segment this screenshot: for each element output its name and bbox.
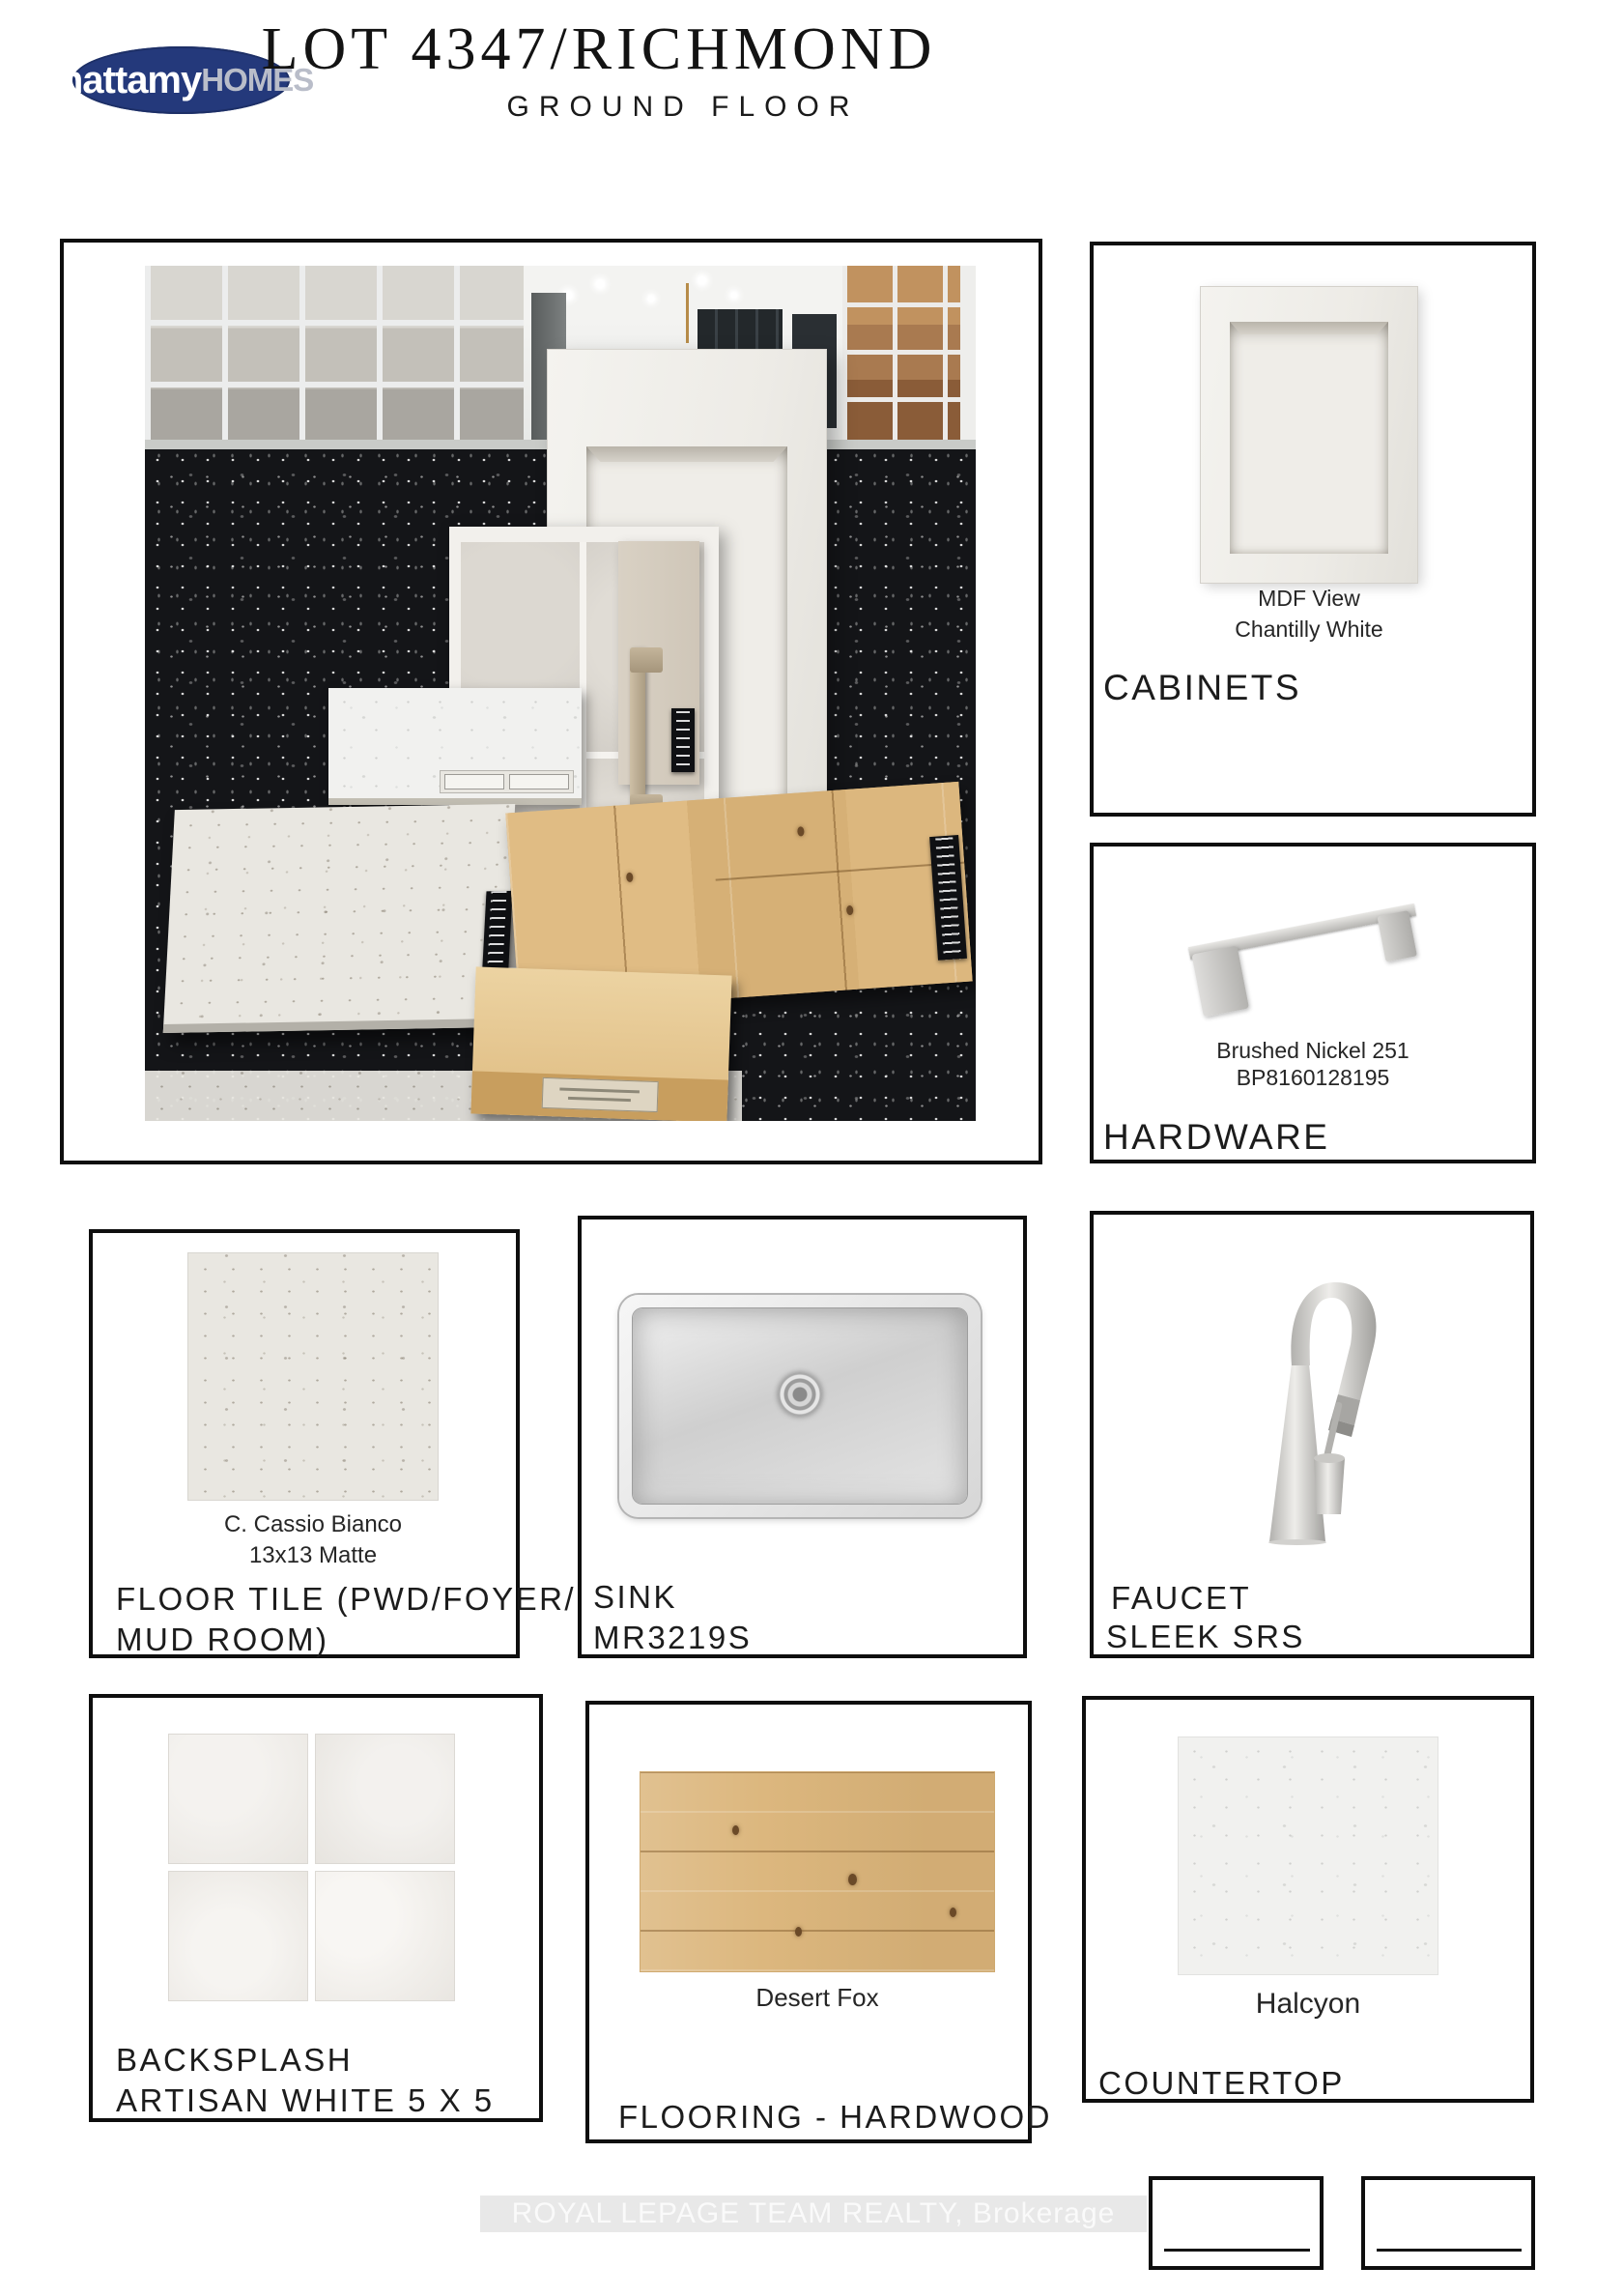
signature-box-2[interactable] — [1361, 2176, 1535, 2270]
pull-foot-right — [1377, 910, 1417, 961]
sink-label-line1: SINK — [593, 1579, 678, 1615]
cabinet-door-image-bevel — [1230, 322, 1388, 334]
cabinet-door-image — [1201, 287, 1417, 583]
signature-box-1[interactable] — [1149, 2176, 1324, 2270]
flooring-image — [641, 1772, 994, 1971]
faucet-label-line2: SLEEK SRS — [1106, 1619, 1305, 1654]
wood-knot — [732, 1825, 739, 1835]
brokerage-watermark: ROYAL LEPAGE TEAM REALTY, Brokerage — [480, 2196, 1147, 2232]
floor-tile-image — [188, 1253, 438, 1500]
hardware-label: HARDWARE — [1103, 1117, 1330, 1157]
hardwood-spec-tags — [929, 835, 967, 961]
signature-line[interactable] — [1164, 2249, 1310, 2252]
floor-tile-panel — [89, 1229, 577, 1658]
cabinets-label: CABINETS — [1103, 668, 1302, 707]
mirror-pendant-light — [686, 283, 689, 343]
floor-tile-label-line2: MUD ROOM) — [116, 1622, 329, 1657]
wood-knot — [846, 905, 854, 915]
wood-display-rack — [842, 266, 976, 449]
backsplash-tile — [169, 1872, 307, 2000]
logo-text-light: HOMES — [201, 62, 314, 98]
handle-sample-foot-top — [630, 647, 663, 673]
hardware-caption-line1: Brushed Nickel 251 — [1216, 1038, 1409, 1063]
flooring-caption: Desert Fox — [755, 1983, 879, 2012]
stain-block-label — [541, 1077, 658, 1112]
wood-knot — [950, 1908, 956, 1917]
floor-tile-label-line1: FLOOR TILE (PWD/FOYER/ — [116, 1581, 577, 1617]
quartz-slab-label-strip — [440, 770, 574, 793]
faucet-panel — [1090, 1211, 1534, 1658]
hardware-panel — [1090, 843, 1536, 1163]
backsplash-tile — [316, 1735, 454, 1863]
backsplash-tile — [316, 1872, 454, 2000]
cabinet-door-image-recess — [1230, 322, 1388, 554]
wood-knot — [795, 1927, 802, 1937]
countertop-caption: Halcyon — [1255, 1988, 1361, 2020]
backsplash-label-line1: BACKSPLASH — [116, 2042, 354, 2078]
countertop-panel — [1082, 1696, 1534, 2103]
wood-rack-side-panel — [960, 266, 976, 449]
header — [0, 0, 1623, 174]
floor-tile-caption-line2: 13x13 Matte — [248, 1542, 378, 1568]
flooring-label: FLOORING - HARDWOOD — [618, 2099, 1052, 2135]
floor-tile-sample-large — [163, 804, 515, 1033]
sink-drain-icon — [778, 1372, 822, 1417]
sink-image — [619, 1295, 981, 1517]
signature-line[interactable] — [1377, 2249, 1522, 2252]
wood-knot — [848, 1874, 857, 1885]
quartz-slab-label-box — [509, 774, 569, 789]
selections-photo-panel — [60, 239, 1042, 1164]
quartz-slab-sample — [328, 688, 582, 805]
wood-knot — [626, 873, 634, 882]
hardware-caption-line2: BP8160128195 — [1236, 1065, 1390, 1090]
faucet-label-line1: FAUCET — [1111, 1580, 1252, 1616]
cabinets-panel — [1090, 242, 1536, 817]
sink-bowl — [633, 1308, 967, 1504]
tile-display-rack — [145, 266, 524, 449]
cabinets-caption-line2: Chantilly White — [1235, 617, 1383, 642]
faucet-image — [1219, 1255, 1403, 1545]
hardwood-plank-seam — [715, 861, 964, 880]
backsplash-tiles-image — [169, 1735, 454, 2000]
countertop-label: COUNTERTOP — [1098, 2065, 1345, 2101]
cabinets-caption-line1: MDF View — [1258, 586, 1360, 611]
countertop-image — [1179, 1737, 1438, 1974]
stain-sample-block — [470, 966, 731, 1121]
hardware-pull-image — [1179, 852, 1443, 1041]
sink-label-line2: MR3219S — [593, 1620, 753, 1655]
backsplash-panel — [89, 1694, 543, 2122]
logo-text-bold: mattamy — [48, 58, 202, 101]
sink-panel — [578, 1216, 1027, 1658]
quartz-slab-label-box — [444, 774, 504, 789]
flooring-panel — [585, 1701, 1052, 2143]
hardware-spec-tag — [671, 708, 695, 772]
selections-photo — [145, 266, 976, 1121]
backsplash-label-line2: ARTISAN WHITE 5 X 5 — [116, 2082, 495, 2118]
backsplash-tile — [169, 1735, 307, 1863]
cabinet-door-sample-bevel — [586, 446, 787, 462]
floor-tile-caption-line1: C. Cassio Bianco — [223, 1511, 403, 1537]
page-subtitle: GROUND FLOOR — [506, 91, 860, 123]
page-title: LOT 4347/RICHMOND — [261, 16, 937, 82]
wood-knot — [797, 826, 805, 836]
pull-foot-left — [1191, 946, 1249, 1018]
